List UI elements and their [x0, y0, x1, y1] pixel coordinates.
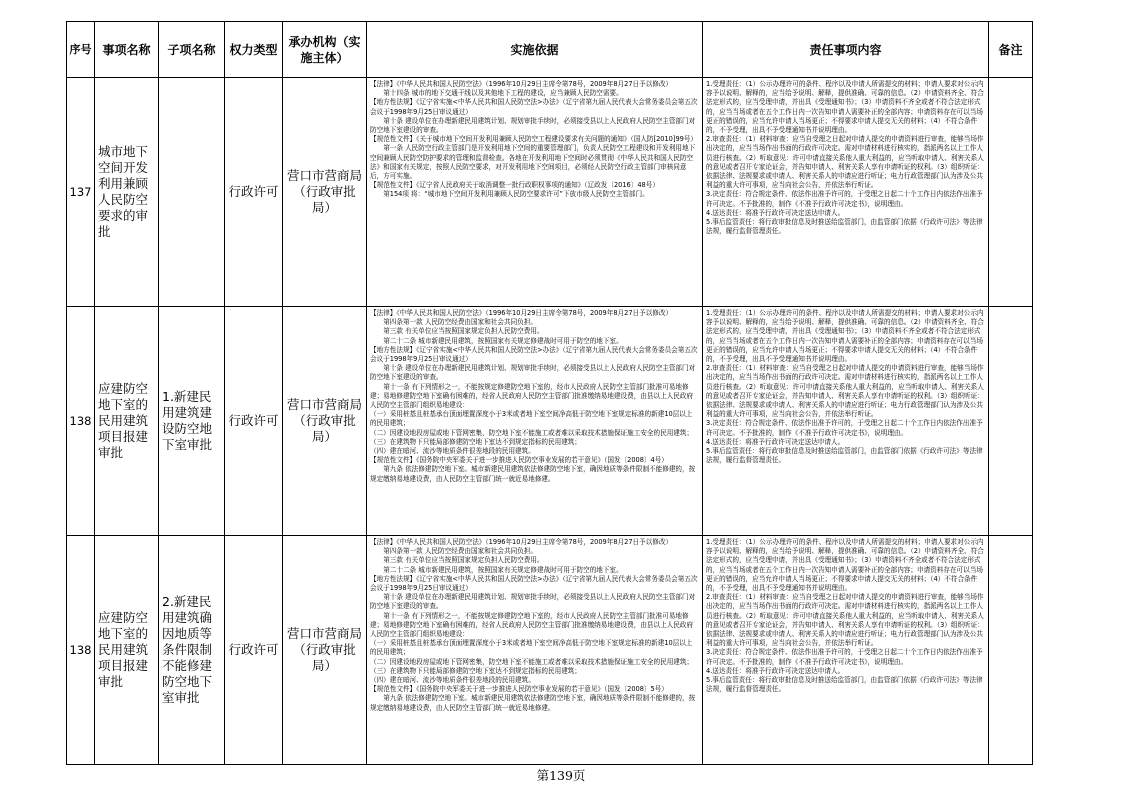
basis-paragraph: 第三款 有关单位应当按照国家规定负担人民防空费用。: [383, 556, 544, 565]
duty-paragraph: 3.决定责任：符合规定条件、依法作出准予许可的，于受理之日起二十个工作日内依法作出准予许可决定。不予批准的，制作《不准予行政许可决定书》，说明理由。: [706, 190, 983, 208]
basis-paragraph: （二）因建设地段房屋或地下管网密集，防空地下室不能施工或者难以采取技术措施保证施工安全的民用建筑；: [370, 428, 694, 437]
basis-paragraph: （一）采用桩基且桩基承台顶面埋置深度小于3米或者地下室空间净高低于防空地下室规定标准的新建10层以上的民用建筑；: [370, 639, 693, 657]
row-seq: 137: [67, 78, 95, 307]
row-duty: [703, 307, 989, 536]
basis-paragraph: 第十条 建设单位在办理新建民用建筑计划、规划审批手续时，必须接受县以上人民政府人民防空主管部门对防空地下室建设的审查。: [370, 116, 696, 135]
row-sub-name: 1.新建民用建筑建设防空地下室审批: [159, 307, 225, 536]
basis-paragraph: 【规范性文件】《国务院中央军委关于进一步推进人民防空事业发展的若干意见》（国发〔2008〕4号）: [370, 456, 668, 465]
basis-paragraph: 【地方性法规】《辽宁省实施<中华人民共和国人民防空法>办法》（辽宁省第九届人民代表大会常务委员会第五次会议于1998年9月25日审议通过）: [370, 98, 698, 116]
header-sub-name: 子项名称: [159, 22, 225, 78]
page-number: 第139页: [536, 768, 586, 783]
basis-paragraph: （二）因建设地段房屋或地下管网密集，防空地下室不能施工或者难以采取技术措施保证施工安全的民用建筑；: [370, 657, 694, 666]
header-duty: 责任事项内容: [703, 22, 989, 78]
basis-paragraph: 【法律】《中华人民共和国人民防空法》（1996年10月29日主席令第78号，2009年8月27日予以修改）: [370, 538, 673, 546]
basis-paragraph: 第十四条 城市的地下交通干线以及其他地下工程的建设，应当兼顾人民防空需要。: [383, 89, 623, 98]
basis-paragraph: 【规范性文件】《关于城市地下空间开发利用兼顾人民防空工程建设要求有关问题的通知》（国人防[2010]99号）: [370, 135, 698, 144]
basis-paragraph: （一）采用桩基且桩基承台顶面埋置深度小于3米或者地下室空间净高低于防空地下室规定标准的新建10层以上的民用建筑；: [370, 410, 693, 428]
row-item-name: 应建防空地下室的民用建筑项目报建审批: [95, 536, 159, 765]
row-agency: 营口市营商局（行政审批局）: [283, 307, 367, 536]
basis-paragraph: 第三款 有关单位应当按照国家规定负担人民防空费用。: [383, 327, 544, 336]
duty-paragraph: 2.审查责任：（1）材料审查：应当自受理之日起对申请人提交的申请资料进行审查，能够当场作出决定的，应当当场作出书面的行政许可决定。需对申请材料进行核实的，指派两名以上工作人员进行核查。（2）听取意见：许可申请直接关系他人重大利益的，应当听取申请人、利害关系人的意见或者召开专家论证会，并告知申请人、利害关系人享有申请听证的权利。（3）组织听证：依据法律、法规要求或申请人、利害关系人的申请应进行听证；电力行政管理部门认为涉及公共利益的重大许可事项，应当向社会公告，并依法举行听证。: [706, 364, 984, 419]
basis-paragraph: 第二十二条 城市新建民用建筑，按照国家有关规定修建战时可用于防空的地下室。: [383, 565, 623, 574]
duty-paragraph: 1.受理责任：（1）公示办理许可的条件、程序以及申请人所需提交的材料；申请人要求对公示内容予以说明、解释的，应当给予说明、解释，提供准确、可靠的信息。（2）申请资料齐全、符合法定形式的，应当受理申请，并出具《受理通知书》；（3）申请资料不齐全或者不符合法定形式的，应当当场或者在五个工作日内一次告知申请人需要补正的全部内容；申请资料存在可以当场更正的错误的，应当允许申请人当场更正；不得要求申请人提交无关的材料；（4）不符合条件的，不予受理，出具不予受理通知书并说明理由。: [706, 80, 984, 135]
duty-paragraph: 3.决定责任：符合规定条件、依法作出准予许可的，于受理之日起二十个工作日内依法作出准予许可决定。不予批准的，制作《不准予行政许可决定书》，说明理由。: [706, 419, 983, 437]
basis-paragraph: 【地方性法规】《辽宁省实施<中华人民共和国人民防空法>办法》（辽宁省第九届人民代表大会常务委员会第五次会议于1998年9月25日审议通过）: [370, 574, 698, 593]
row-item-name: 城市地下空间开发利用兼顾人民防空要求的审批: [95, 78, 159, 307]
duty-paragraph: 1.受理责任：（1）公示办理许可的条件、程序以及申请人所需提交的材料；申请人要求对公示内容予以说明、解释的，应当给予说明、解释，提供准确、可靠的信息。（2）申请资料齐全、符合法定形式的，应当受理申请，并出具《受理通知书》；（3）申请资料不齐全或者不符合法定形式的，应当当场或者在五个工作日内一次告知申请人需要补正的全部内容；申请资料存在可以当场更正的错误的，应当允许申请人当场更正；不得要求申请人提交无关的材料；（4）不符合条件的，不予受理，出具不予受理通知书并说明理由。: [706, 538, 984, 593]
basis-paragraph: （三）在建筑物下只能局部修建防空地下室达不到规定指标的民用建筑；: [370, 666, 581, 675]
row-duty: [703, 78, 989, 307]
basis-paragraph: 第四条第一款 人民防空经费由国家和社会共同负担。: [383, 318, 537, 327]
basis-paragraph: 第十条 建设单位在办理新建民用建筑计划、规划审批手续时，必须接受县以上人民政府人民防空主管部门对防空地下室建设的审查。: [370, 593, 696, 611]
basis-paragraph: 【规范性文件】《国务院中央军委关于进一步推进人民防空事业发展的若干意见》（国发〔2008〕5号）: [370, 685, 668, 694]
row-remark: [989, 78, 1033, 307]
duty-paragraph: 5.事后监管责任：将行政审批信息及时推送给监管部门，由监管部门依据《行政许可法》等法律法规，履行监督管理责任。: [706, 676, 983, 694]
basis-paragraph: 第二十二条 城市新建民用建筑，按照国家有关规定修建战时可用于防空的地下室。: [383, 336, 623, 345]
table-row: [67, 78, 1033, 307]
power-list-table: [66, 21, 1033, 765]
row-duty: [703, 536, 989, 765]
basis-paragraph: 第十一条 有下列情形之一，不能按规定修建防空地下室的，经市人民政府人民防空主管部门批准可易地修建；易地修建防空地下室确有困难的，经省人民政府人民防空主管部门批准缴纳易地建设费，由县以上人民政府人民防空主管部门组织易地建设：: [370, 382, 694, 410]
header-item-name: 事项名称: [95, 22, 159, 78]
row-seq: 138: [67, 536, 95, 765]
duty-paragraph: 3.决定责任：符合规定条件、依法作出准予许可的，于受理之日起二十个工作日内依法作出准予许可决定。不予批准的，制作《不准予行政许可决定书》，说明理由。: [706, 648, 983, 666]
row-power-type: 行政许可: [225, 536, 283, 765]
duty-paragraph: 2.审查责任：（1）材料审查：应当自受理之日起对申请人提交的申请资料进行审查，能够当场作出决定的，应当当场作出书面的行政许可决定。需对申请材料进行核实的，指派两名以上工作人员进行核查。（2）听取意见：许可申请直接关系他人重大利益的，应当听取申请人、利害关系人的意见或者召开专家论证会，并告知申请人、利害关系人享有申请听证的权利。（3）组织听证：依据法律、法规要求或申请人、利害关系人的申请应进行听证；电力行政管理部门认为涉及公共利益的重大许可事项，应当向社会公告，并依法举行听证。: [706, 593, 984, 648]
basis-paragraph: 第十条 建设单位在办理新建民用建筑计划、规划审批手续时，必须接受县以上人民政府人民防空主管部门对防空地下室建设的审查。: [370, 364, 696, 382]
row-basis: [367, 307, 703, 536]
basis-paragraph: （四）建在暗河、流沙等地质条件很差地段的民用建筑。: [370, 447, 535, 456]
header-seq: 序号: [67, 22, 95, 78]
row-remark: [989, 536, 1033, 765]
duty-paragraph: 2.审查责任：（1）材料审查：应当自受理之日起对申请人提交的申请资料进行审查，能够当场作出决定的，应当当场作出书面的行政许可决定。需对申请材料进行核实的，指派两名以上工作人员进行核查。（2）听取意见：许可申请直接关系他人重大利益的，应当听取申请人、利害关系人的意见或者召开专家论证会，并告知申请人、利害关系人享有申请听证的权利。（3）组织听证：依据法律、法规要求或申请人、利害关系人的申请应进行听证；电力行政管理部门认为涉及公共利益的重大许可事项，应当向社会公告，并依法举行听证。: [706, 135, 984, 190]
row-sub-name: 2.新建民用建筑确因地质等条件限制不能修建防空地下室审批: [159, 536, 225, 765]
header-agency: 承办机构（实施主体）: [283, 22, 367, 78]
basis-paragraph: 【法律】《中华人民共和国人民防空法》（1996年10月29日主席令第78号，2009年8月27日予以修改）: [370, 80, 673, 88]
basis-paragraph: （四）建在暗河、流沙等地质条件很差地段的民用建筑。: [370, 676, 535, 685]
basis-paragraph: 【规范性文件】《辽宁省人民政府关于取消调整一批行政职权事项的通知》（辽政发〔2016〕48号）: [370, 181, 659, 190]
row-sub-name: [159, 78, 225, 307]
duty-paragraph: 4.送达责任：将准予行政许可决定送达申请人。: [706, 437, 845, 446]
row-power-type: 行政许可: [225, 307, 283, 536]
duty-paragraph: 4.送达责任：将准予行政许可决定送达申请人。: [706, 208, 845, 217]
basis-paragraph: 第九条 依法修建防空地下室。城市新建民用建筑依法修建防空地下室，确因地质等条件限制不能修建的，按规定缴纳易地建设费，由人民防空主管部门统一就近易地修建。: [370, 694, 696, 712]
basis-paragraph: 第一条 人民防空行政主管部门是开发利用地下空间的重要管理部门，负责人民防空工程建设和开发利用地下空间兼顾人民防空防护要求的管理和监督检查。各地在开发利用地下空间时必须贯彻《中华人民共和国人民防空法》和国家有关规定，按照人民防空要求，对开发利用地下空间项目，必须经人民防空行政主管部门审核同意后，方可实施。: [370, 144, 696, 181]
basis-paragraph: 第九条 依法修建防空地下室。城市新建民用建筑依法修建防空地下室，确因地质等条件限制不能修建的，按规定缴纳易地建设费，由人民防空主管部门统一就近易地修建。: [370, 465, 696, 483]
row-power-type: 行政许可: [225, 78, 283, 307]
duty-paragraph: 4.送达责任：将准予行政许可决定送达申请人。: [706, 666, 845, 675]
header-power-type: 权力类型: [225, 22, 283, 78]
basis-paragraph: （三）在建筑物下只能局部修建防空地下室达不到规定指标的民用建筑；: [370, 437, 581, 446]
basis-paragraph: 【法律】《中华人民共和国人民防空法》（1996年10月29日主席令第78号，2009年8月27日予以修改）: [370, 309, 673, 317]
duty-paragraph: 5.事后监管责任：将行政审批信息及时推送给监管部门，由监管部门依据《行政许可法》等法律法规，履行监督管理责任。: [706, 447, 983, 465]
row-item-name: 应建防空地下室的民用建筑项目报建审批: [95, 307, 159, 536]
row-remark: [989, 307, 1033, 536]
basis-paragraph: 第十一条 有下列情形之一，不能按规定修建防空地下室的，经市人民政府人民防空主管部门批准可易地修建；易地修建防空地下室确有困难的，经省人民政府人民防空主管部门批准缴纳易地建设费，由县以上人民政府人民防空主管部门组织易地建设：: [370, 611, 694, 639]
basis-paragraph: 【地方性法规】《辽宁省实施<中华人民共和国人民防空法>办法》（辽宁省第九届人民代表大会常务委员会第五次会议于1998年9月25日审议通过）: [370, 345, 698, 364]
row-seq: 138: [67, 307, 95, 536]
row-basis: [367, 78, 703, 307]
basis-paragraph: 第四条第一款 人民防空经费由国家和社会共同负担。: [383, 547, 537, 556]
table-row: [67, 307, 1033, 536]
header-row: [67, 22, 1033, 78]
duty-paragraph: 1.受理责任：（1）公示办理许可的条件、程序以及申请人所需提交的材料；申请人要求对公示内容予以说明、解释的，应当给予说明、解释，提供准确、可靠的信息。（2）申请资料齐全、符合法定形式的，应当受理申请，并出具《受理通知书》；（3）申请资料不齐全或者不符合法定形式的，应当当场或者在五个工作日内一次告知申请人需要补正的全部内容；申请资料存在可以当场更正的错误的，应当允许申请人当场更正；不得要求申请人提交无关的材料；（4）不符合条件的，不予受理，出具不予受理通知书并说明理由。: [706, 309, 984, 364]
row-agency: 营口市营商局（行政审批局）: [283, 78, 367, 307]
row-agency: 营口市营商局（行政审批局）: [283, 536, 367, 765]
table-row: [67, 536, 1033, 765]
row-basis: [367, 536, 703, 765]
duty-paragraph: 5.事后监管责任：将行政审批信息及时推送给监管部门，由监管部门依据《行政许可法》等法律法规，履行监督管理责任。: [706, 218, 983, 236]
header-remark: 备注: [989, 22, 1033, 78]
basis-paragraph: 第154项 将：“城市地下空间开发利用兼顾人民防空要求许可”下放市级人民防空主管部门。: [383, 190, 649, 199]
header-basis: 实施依据: [367, 22, 703, 78]
